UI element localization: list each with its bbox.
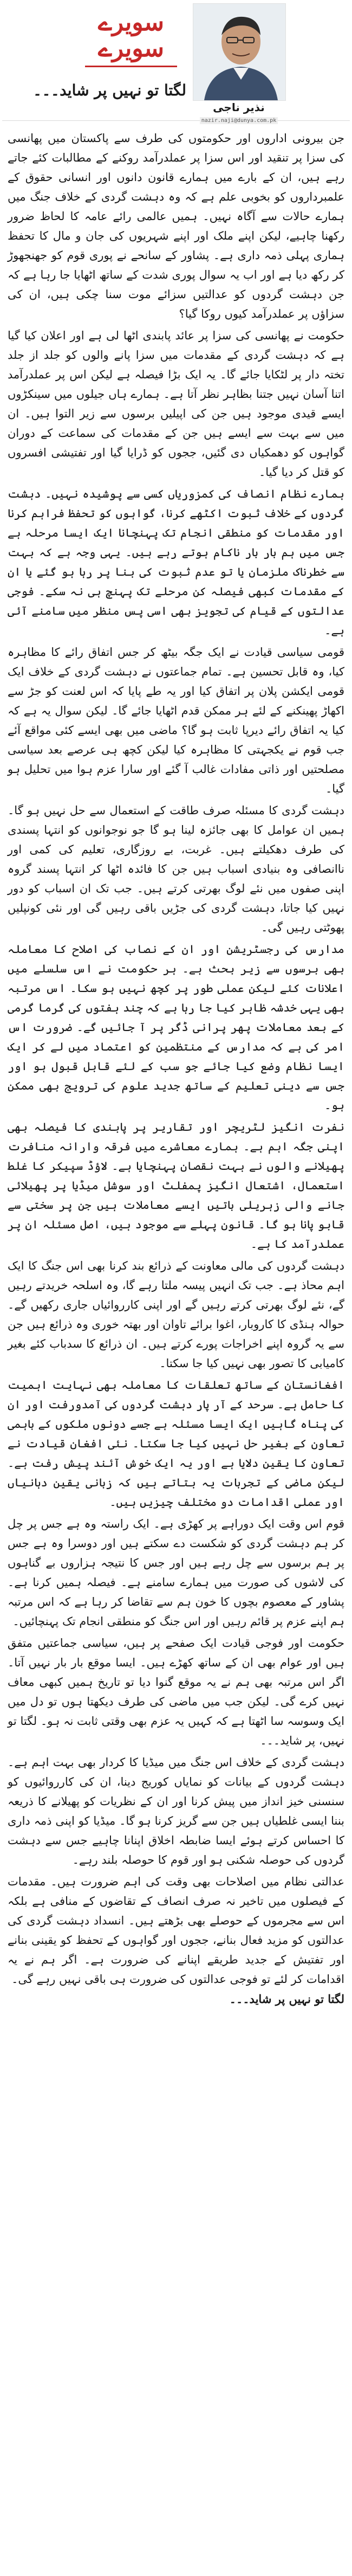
article-paragraph: نفرت انگیز لٹریچر اور تقاریر پر پابندی کا فیصلہ بھی اپنی جگہ اہم ہے۔ ہمارے معاشرے میں فرقہ وارانہ منافرت پھیلانے والوں نے بہت نقصان پہنچایا ہے۔ لاؤڈ سپیکر کا غلط استعمال، اشتعال انگیز پمفلٹ اور سوشل میڈیا پر پھیلائی جانے والی زہریلی باتیں ایسے معاملات ہیں جن پر سختی سے قابو پانا ہو گا۔ قانون پہلے سے موجود ہیں، اصل مسئلہ ان پر عملدرآمد کا ہے۔	[8, 1120, 344, 1251]
author-email[interactable]: nazir.naji@dunya.com.pk	[200, 117, 278, 124]
article-paragraph: حکومت اور فوجی قیادت ایک صفحے پر ہیں، سیاسی جماعتیں متفق ہیں اور عوام بھی ان کے ساتھ کھڑے ہیں۔ ایسا موقع بار بار نہیں آتا۔ اگر اس مرتبہ بھی ہم نے یہ موقع گنوا دیا تو تاریخ ہمیں کبھی معاف نہیں کرے گی۔ لیکن جب میں ماضی کی طرف دیکھتا ہوں تو دل میں ایک وسوسہ سا اٹھتا ہے کہ کہیں یہ عزم بھی وقتی ثابت نہ ہو۔ لگتا تو نہیں، پر شاید۔۔۔	[8, 1637, 344, 1747]
article-paragraph: دہشت گردی کے خلاف اس جنگ میں میڈیا کا کردار بھی بہت اہم ہے۔ دہشت گردوں کے بیانات کو نمایاں کوریج دینا، ان کی کارروائیوں کو سنسنی خیز انداز میں پیش کرنا اور ان کے نظریات کو پھیلانے کا ذریعہ بننا ایسی غلطیاں ہیں جن سے گریز کرنا ہو گا۔ میڈیا کو اپنی ذمہ داری کا احساس کرتے ہوئے ایسا ضابطہ اخلاق اپنانا چاہیے جس سے دہشت گردوں کی حوصلہ شکنی ہو اور قوم کا حوصلہ بلند رہے۔	[8, 1756, 344, 1866]
article-paragraph: مدارس کی رجسٹریشن اور ان کے نصاب کی اصلاح کا معاملہ بھی برسوں سے زیر بحث ہے۔ ہر حکومت نے اس سلسلے میں اعلانات کئے لیکن عملی طور پر کچھ نہیں ہو سکا۔ اس مرتبہ بھی یہی خدشہ ظاہر کیا جا رہا ہے کہ چند ہفتوں کی گرما گرمی کے بعد معاملات پھر پرانی ڈگر پر آ جائیں گے۔ ضرورت اس امر کی ہے کہ مدارس کے منتظمین کو اعتماد میں لے کر ایک ایسا نظام وضع کیا جائے جو سب کے لئے قابل قبول ہو اور جس سے دینی تعلیم کے ساتھ جدید علوم کی ترویج بھی ممکن ہو۔	[8, 943, 344, 1112]
article-paragraph: افغانستان کے ساتھ تعلقات کا معاملہ بھی نہایت اہمیت کا حامل ہے۔ سرحد کے آر پار دہشت گردوں کی آمدورفت اور ان کی پناہ گاہیں ایک ایسا مسئلہ ہے جسے دونوں ملکوں کے باہمی تعاون کے بغیر حل نہیں کیا جا سکتا۔ نئی افغان قیادت نے تعاون کا یقین دلایا ہے اور یہ ایک خوش آئند پیش رفت ہے۔ لیکن ماضی کے تجربات یہ بتاتے ہیں کہ زبانی یقین دہانیاں اور عملی اقدامات دو مختلف چیزیں ہیں۔	[8, 1379, 344, 1509]
article-paragraph: قوم اس وقت ایک دوراہے پر کھڑی ہے۔ ایک راستہ وہ ہے جس پر چل کر ہم دہشت گردی کو شکست دے سکتے ہیں اور دوسرا وہ ہے جس پر ہم برسوں سے چل رہے ہیں اور جس کا نتیجہ ہزاروں بے گناہوں کی لاشوں کی صورت میں ہمارے سامنے ہے۔ فیصلہ ہمیں کرنا ہے۔ پشاور کے معصوم بچوں کا خون ہم سے تقاضا کر رہا ہے کہ اس مرتبہ ہم اپنے عزم پر قائم رہیں اور اس جنگ کو منطقی انجام تک پہنچائیں۔	[8, 1517, 344, 1628]
article-paragraph: قومی سیاسی قیادت نے ایک جگہ بیٹھ کر جس اتفاق رائے کا مظاہرہ کیا، وہ قابل تحسین ہے۔ تمام جماعتوں نے دہشت گردی کے خلاف ایک قومی ایکشن پلان پر اتفاق کیا اور یہ طے پایا کہ اس لعنت کو جڑ سے اکھاڑ پھینکنے کے لئے ہر ممکن قدم اٹھایا جائے گا۔ لیکن سوال یہ ہے کہ کیا یہ اتفاق رائے دیرپا ثابت ہو گا؟ ماضی میں بھی ایسے کئی مواقع آئے جب قوم نے یکجہتی کا مظاہرہ کیا لیکن کچھ ہی عرصے بعد سیاسی مصلحتیں اور ذاتی مفادات غالب آ گئے اور سارا عزم ہوا میں تحلیل ہو گیا۔	[8, 646, 344, 795]
article-body	[2, 121, 350, 1989]
article-paragraph: دہشت گردوں کی مالی معاونت کے ذرائع بند کرنا بھی اس جنگ کا ایک اہم محاذ ہے۔ جب تک انہیں پیسہ ملتا رہے گا، وہ اسلحہ خریدتے رہیں گے، نئے لوگ بھرتی کرتے رہیں گے اور اپنی کارروائیاں جاری رکھیں گے۔ حوالہ ہنڈی کا کاروبار، اغوا برائے تاوان اور بھتہ خوری وہ ذرائع ہیں جن سے یہ گروہ اپنے اخراجات پورے کرتے ہیں۔ ان ذرائع کا سدباب کئے بغیر کامیابی کا تصور بھی نہیں کیا جا سکتا۔	[8, 1259, 344, 1370]
author-block	[193, 101, 285, 124]
column-title: لگتا تو نہیں پر شاید۔۔۔	[32, 81, 186, 99]
article-paragraph: ہمارے نظام انصاف کی کمزوریاں کسی سے پوشیدہ نہیں۔ دہشت گردوں کے خلاف ثبوت اکٹھے کرنا، گواہوں کو تحفظ فراہم کرنا اور مقدمات کو منطقی انجام تک پہنچانا ایک ایسا مرحلہ ہے جس میں ہم بار بار ناکام ہوتے رہے ہیں۔ یہی وجہ ہے کہ بہت سے خطرناک ملزمان یا تو عدم ثبوت کی بنا پر رہا ہو گئے یا ان کے مقدمات کبھی فیصلہ کن مرحلے تک پہنچ ہی نہ سکے۔ فوجی عدالتوں کے قیام کی تجویز بھی اسی پس منظر میں سامنے آئی ہے۔	[8, 487, 344, 637]
article-paragraph: عدالتی نظام میں اصلاحات بھی وقت کی اہم ضرورت ہیں۔ مقدمات کے فیصلوں میں تاخیر نہ صرف انصاف کے تقاضوں کے منافی ہے بلکہ اس سے مجرموں کے حوصلے بھی بڑھتے ہیں۔ انسداد دہشت گردی کی عدالتوں کو مزید فعال بنانے، ججوں اور گواہوں کے تحفظ کو یقینی بنانے اور تفتیش کے جدید طریقے اپنانے کی ضرورت ہے۔ اگر ہم نے یہ اقدامات کر لئے تو فوجی عدالتوں کی ضرورت ہی باقی نہیں رہے گی۔	[8, 1875, 344, 1986]
article-footer-title: لگتا تو نہیں پر شاید۔۔۔	[229, 1992, 344, 2006]
masthead-rule	[85, 66, 177, 67]
author-photo	[193, 3, 286, 101]
author-photo-illustration	[193, 4, 285, 100]
column-header	[2, 0, 350, 124]
article-paragraph: جن بیرونی اداروں اور حکومتوں کی طرف سے پاکستان میں پھانسی کی سزا پر تنقید اور اس سزا پر عملدرآمد روکنے کے مطالبات کئے جاتے رہے ہیں، ان کے بارے میں ہمارے قانون دانوں اور انسانی حقوق کے علمبرداروں کو بخوبی علم ہے کہ وہ دہشت گردی کے خلاف جنگ میں ہمارے حالات سے آگاہ نہیں۔ ہمیں عالمی رائے عامہ کا لحاظ ضرور رکھنا چاہیے، لیکن اپنے ملک اور اپنے شہریوں کی جان و مال کا تحفظ ہماری پہلی ذمہ داری ہے۔ پشاور کے سانحے نے پوری قوم کو جھنجھوڑ کر رکھ دیا ہے اور اب یہ سوال پوری شدت کے ساتھ اٹھایا جا رہا ہے کہ جن دہشت گردوں کو عدالتیں سزائے موت سنا چکی ہیں، ان کی سزاؤں پر عملدرآمد کیوں روکا گیا؟	[8, 132, 344, 320]
masthead-title: سویرے سویرے	[98, 9, 164, 63]
article-paragraph: دہشت گردی کا مسئلہ صرف طاقت کے استعمال سے حل نہیں ہو گا۔ ہمیں ان عوامل کا بھی جائزہ لینا ہو گا جو نوجوانوں کو انتہا پسندی کی طرف دھکیلتے ہیں۔ غربت، بے روزگاری، تعلیم کی کمی اور ناانصافی وہ بنیادی اسباب ہیں جن کا فائدہ اٹھا کر انتہا پسند گروہ اپنی صفوں میں نئے لوگ بھرتی کرتے ہیں۔ جب تک ان اسباب کو دور نہیں کیا جاتا، دہشت گردی کی جڑیں باقی رہیں گی اور نئی کونپلیں پھوٹتی رہیں گی۔	[8, 804, 344, 934]
author-name: نذیر ناجی	[213, 101, 265, 114]
article-paragraph: حکومت نے پھانسی کی سزا پر عائد پابندی اٹھا لی ہے اور اعلان کیا گیا ہے کہ دہشت گردی کے مقدمات میں سزا پانے والوں کو جلد از جلد تختہ دار پر لٹکایا جائے گا۔ یہ ایک بڑا فیصلہ ہے لیکن اس پر عملدرآمد اتنا آسان نہیں جتنا بظاہر نظر آتا ہے۔ ہمارے ہاں جیلوں میں سینکڑوں ایسے قیدی موجود ہیں جن کی اپیلیں برسوں سے زیر التوا ہیں۔ ان میں سے بہت سے ایسے ہیں جن کے مقدمات کی سماعت کے دوران گواہوں کو دھمکیاں دی گئیں، ججوں کو ڈرایا گیا اور تفتیشی افسروں کو قتل کر دیا گیا۔	[8, 329, 344, 479]
